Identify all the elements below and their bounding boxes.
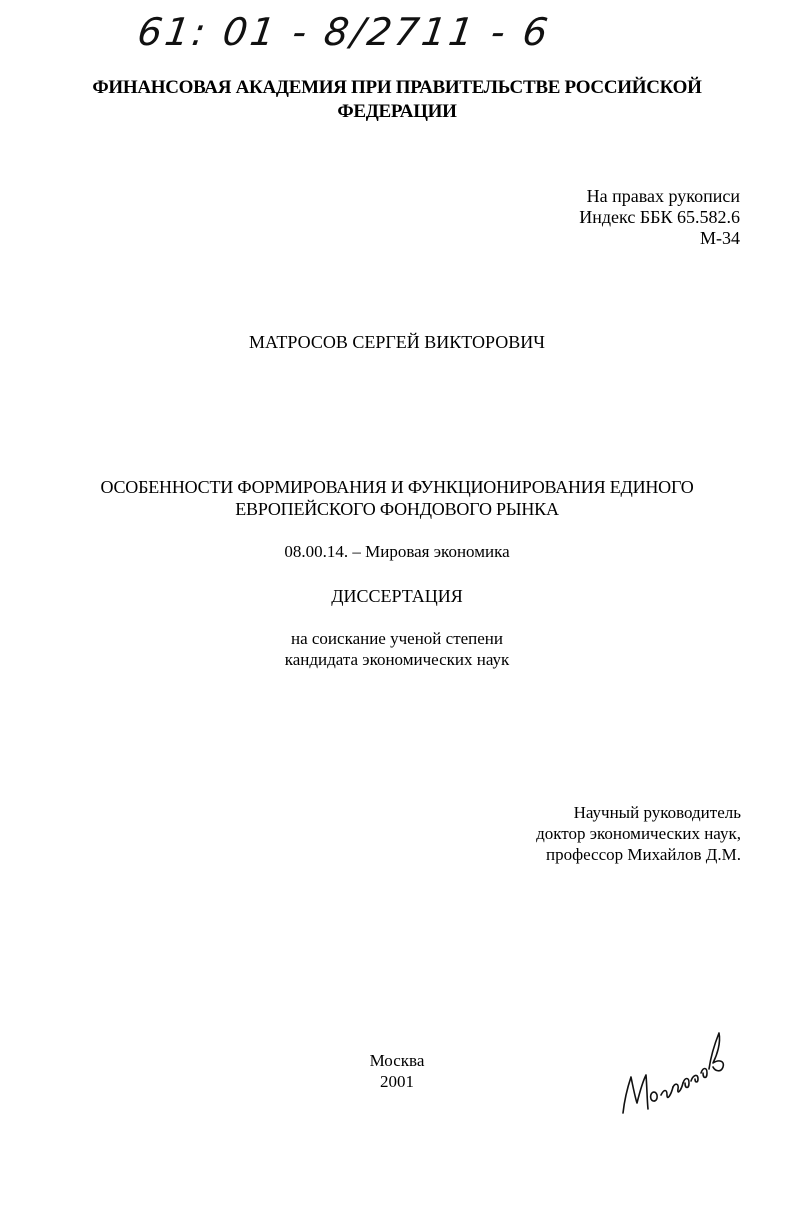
thesis-title <box>0 476 794 520</box>
rights-block <box>579 186 740 249</box>
institution-line-2: ФЕДЕРАЦИИ <box>337 101 457 122</box>
year: 2001 <box>380 1072 414 1091</box>
degree-line-1: на соискание ученой степени <box>290 629 504 648</box>
degree-line-2: кандидата экономических наук <box>284 650 510 669</box>
city: Москва <box>369 1051 425 1070</box>
author-name: МАТРОСОВ СЕРГЕЙ ВИКТОРОВИЧ <box>249 332 545 352</box>
thesis-title-line-2: ЕВРОПЕЙСКОГО ФОНДОВОГО РЫНКА <box>235 499 559 519</box>
institution-name <box>0 76 794 124</box>
supervisor-block <box>536 802 741 865</box>
supervisor-degree: доктор экономических наук, <box>536 824 741 843</box>
supervisor-name: профессор Михайлов Д.М. <box>545 845 741 864</box>
bbk-index: Индекс ББК 65.582.6 <box>579 207 740 227</box>
document-type: ДИССЕРТАЦИЯ <box>331 586 463 606</box>
handwritten-signature <box>615 1025 735 1125</box>
handwritten-catalog-number: 61: 01 - 8/2711 - 6 <box>134 10 554 54</box>
institution-line-1: ФИНАНСОВАЯ АКАДЕМИЯ ПРИ ПРАВИТЕЛЬСТВЕ РОССИЙСКОЙ <box>92 77 702 98</box>
thesis-title-line-1: ОСОБЕННОСТИ ФОРМИРОВАНИЯ И ФУНКЦИОНИРОВАНИЯ ЕДИНОГО <box>100 477 694 497</box>
rights-label: На правах рукописи <box>586 186 740 206</box>
specialty-code: 08.00.14. – Мировая экономика <box>284 542 510 561</box>
degree-statement <box>0 628 794 670</box>
supervisor-label: Научный руководитель <box>573 803 741 822</box>
author-code: М-34 <box>700 228 740 248</box>
